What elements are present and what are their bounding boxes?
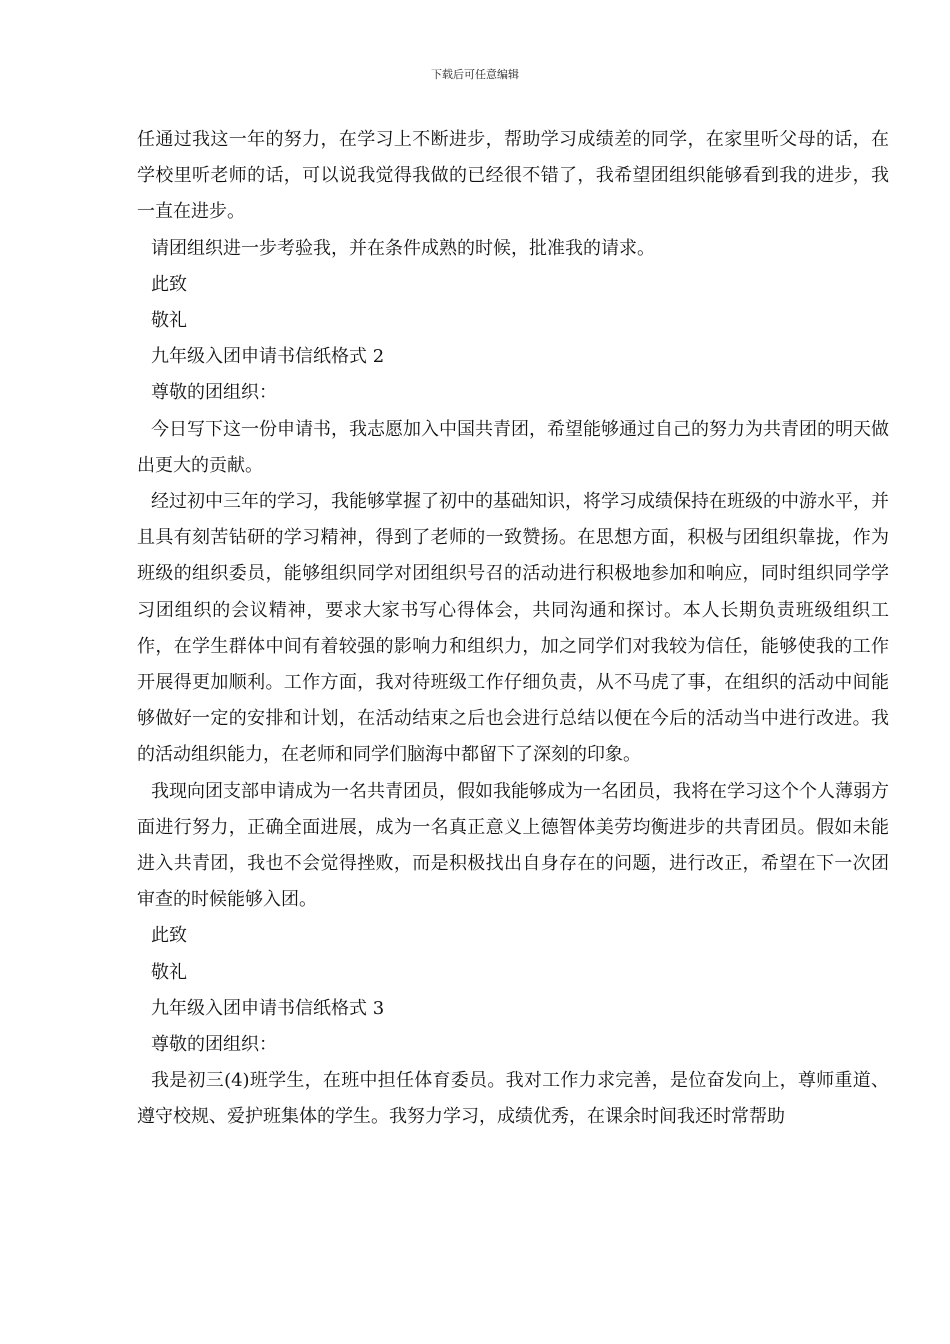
closing-jingli: 敬礼: [151, 310, 187, 332]
paragraph-intro: 今日写下这一份申请书，我志愿加入中国共青团，希望能够通过自己的努力为共青团的明天做出更大的贡献。: [137, 418, 889, 476]
salutation: 尊敬的团组织：: [151, 382, 277, 404]
salutation: 尊敬的团组织：: [151, 1034, 277, 1056]
paragraph-experience: 经过初中三年的学习，我能够掌握了初中的基础知识，将学习成绩保持在班级的中游水平，并且具有刻苦钻研的学习精神，得到了老师的一致赞扬。在思想方面，积极与团组织靠拢，作为班级的组织委员，能够组织同学对团组织号召的活动进行积极地参加和响应，同时组织同学学习团组织的会议精神，要求大家书写心得体会，共同沟通和探讨。本人长期负责班级组织工作，在学生群体中间有着较强的影响力和组织力，加之同学们对我较为信任，能够使我的工作开展得更加顺利。工作方面，我对待班级工作仔细负责，从不马虎了事，在组织的活动中间能够做好一定的安排和计划，在活动结束之后也会进行总结以便在今后的活动当中进行改进。我的活动组织能力，在老师和同学们脑海中都留下了深刻的印象。: [137, 491, 889, 766]
closing-cizhi: 此致: [151, 925, 187, 947]
paragraph-self-intro: 我是初三(4)班学生，在班中担任体育委员。我对工作力求完善，是位奋发向上，尊师重道、遵守校规、爱护班集体的学生。我努力学习，成绩优秀，在课余时间我还时常帮助: [137, 1070, 889, 1128]
section-title-3: 九年级入团申请书信纸格式 3: [151, 997, 385, 1019]
paragraph-request: 请团组织进一步考验我，并在条件成熟的时候，批准我的请求。: [151, 237, 655, 259]
page-header-note: 下载后可任意编辑: [431, 68, 519, 81]
closing-jingli: 敬礼: [151, 961, 187, 983]
paragraph-application: 我现向团支部申请成为一名共青团员，假如我能够成为一名团员，我将在学习这个个人薄弱方面进行努力，正确全面进展，成为一名真正意义上德智体美劳均衡进步的共青团员。假如未能进入共青团，我也不会觉得挫败，而是积极找出自身存在的问题，进行改正，希望在下一次团审查的时候能够入团。: [137, 780, 889, 911]
paragraph-continuation: 任通过我这一年的努力，在学习上不断进步，帮助学习成绩差的同学，在家里听父母的话，在学校里听老师的话，可以说我觉得我做的已经很不错了，我希望团组织能够看到我的进步，我一直在进步。: [137, 129, 889, 223]
closing-cizhi: 此致: [151, 273, 187, 295]
section-title-2: 九年级入团申请书信纸格式 2: [151, 346, 385, 368]
document-body: [137, 122, 889, 1136]
